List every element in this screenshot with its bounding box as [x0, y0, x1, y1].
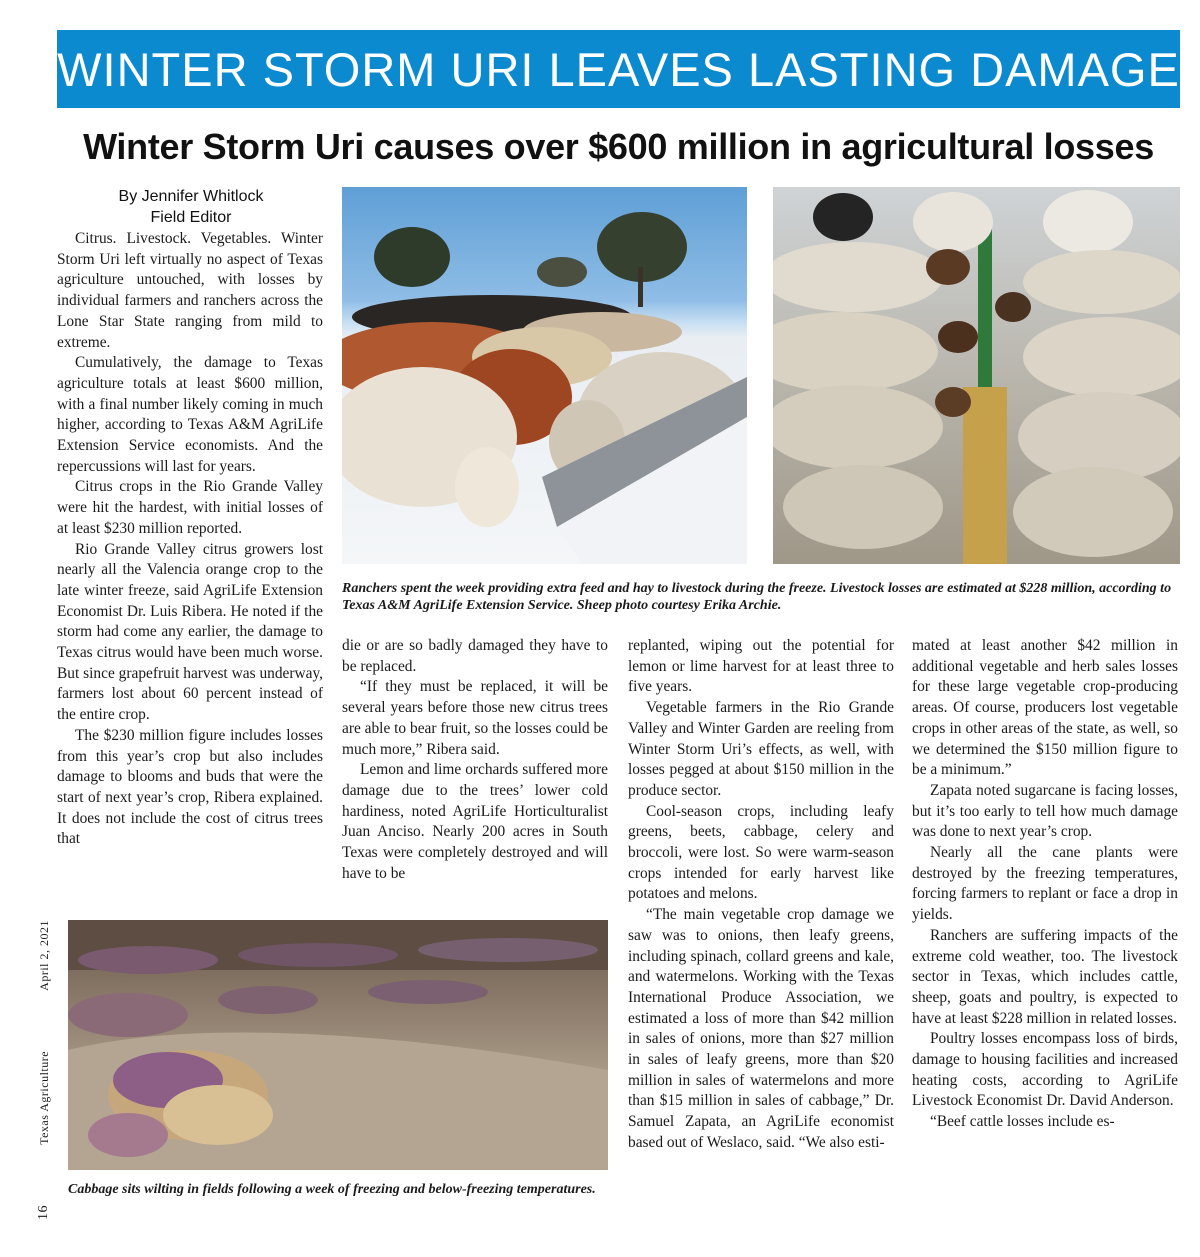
paragraph: “If they must be replaced, it will be several years before those new citrus trees are able to bear fruit, so the losses could be much more,” Ribera said. [342, 678, 608, 758]
paragraph: Cool-season crops, including leafy greens, beets, cabbage, celery and broccoli, were lost. So were warm-season crops intended for early harvest like potatoes and melons. [628, 802, 894, 903]
paragraph: Zapata noted sugarcane is facing losses, but it’s too early to tell how much damage was done to next year’s crop. [912, 781, 1178, 841]
cattle-feeding-photo [342, 187, 747, 564]
paragraph: Lemon and lime orchards suffered more damage due to the trees’ lower cold hardiness, noted AgriLife Horticulturalist Juan Anciso. Nearly 200 acres in South Texas were completely destroyed and will have to be [342, 761, 608, 882]
article-column-1 [57, 229, 323, 850]
page-number: 16 [36, 1205, 51, 1220]
article-column-4 [912, 636, 1178, 1133]
paragraph: Vegetable farmers in the Rio Grande Valley and Winter Garden are reeling from Winter Storm Uri’s effects, as well, with losses pegged at about $150 million in the produce sector. [628, 699, 894, 799]
section-banner [57, 30, 1180, 108]
paragraph: Citrus crops in the Rio Grande Valley were hit the hardest, with initial losses of at least $230 million reported. [57, 478, 323, 537]
page-folio [24, 920, 64, 1220]
cabbage-field-photo [68, 920, 608, 1170]
section-banner-title: WINTER STORM URI LEAVES LASTING DAMAGE [57, 42, 1180, 96]
article-column-2 [342, 636, 608, 884]
article-headline: Winter Storm Uri causes over $600 million in agricultural losses [83, 126, 1154, 167]
paragraph: “The main vegetable crop damage we saw was to onions, then leafy greens, including spinach, collard greens and kale, and watermelons. Working with the Texas International Produce Association, we estimated a loss of more than $42 million in sales of onions, more than $27 million in sales of leafy greens, more than $20 million in sales of watermelons and more than $15 million in sales of cabbage,” Dr. Samuel Zapata, an AgriLife economist based out of Weslaco, said. “We also esti- [628, 906, 894, 1151]
paragraph: The $230 million figure includes losses from this year’s crop but also includes damage to blooms and buds that were the start of next year’s crop, Ribera explained. It does not include the cost of citrus trees that [57, 726, 323, 848]
sheep-feeding-photo [773, 187, 1180, 564]
publication-name: Texas Agriculture [36, 1050, 51, 1145]
byline-author: By Jennifer Whitlock [118, 188, 264, 205]
byline-role: Field Editor [150, 209, 232, 226]
paragraph: Nearly all the cane plants were destroyed by the freezing temperatures, forcing farmers to replant or face a drop in yields. [912, 844, 1178, 924]
paragraph: “Beef cattle losses include es- [930, 1113, 1115, 1131]
paragraph: Citrus. Livestock. Vegetables. Winter Storm Uri left virtually no aspect of Texas agriculture untouched, with losses by individual farmers and ranchers across the Lone Star State ranging from mild to extreme. [57, 230, 323, 351]
cabbage-photo-illustration [68, 920, 608, 1170]
paragraph: Poultry losses encompass loss of birds, damage to housing facilities and increased heating costs, according to AgriLife Livestock Economist Dr. David Anderson. [912, 1030, 1178, 1110]
sheep-photo-illustration [773, 187, 1180, 564]
article-column-3 [628, 636, 894, 1154]
cattle-photo-illustration [342, 187, 747, 564]
photo-caption-cabbage: Cabbage sits wilting in fields following a week of freezing and below-freezing temperatures. [68, 1182, 596, 1197]
paragraph: replanted, wiping out the potential for lemon or lime harvest for at least three to five years. [628, 637, 894, 696]
paragraph: mated at least another $42 million in additional vegetable and herb sales losses for these large vegetable crop-producing areas. Of course, producers lost vegetable crops in other areas of the state, as well, so we determined the $150 million figure to be a minimum.” [912, 637, 1178, 779]
paragraph: Cumulatively, the damage to Texas agriculture totals at least $600 million, with a final number likely coming in much higher, according to Texas A&M AgriLife Extension Service economists. And the repercussions will last for years. [57, 354, 323, 475]
paragraph: die or are so badly damaged they have to be replaced. [342, 637, 608, 675]
paragraph: Rio Grande Valley citrus growers lost nearly all the Valencia orange crop to the late winter freeze, said AgriLife Extension Economist Dr. Luis Ribera. He noted if the storm had come any earlier, the damage to Texas citrus would have been much worse. But since grapefruit harvest was underway, farmers lost about 60 percent instead of the entire crop. [57, 540, 323, 724]
issue-date: April 2, 2021 [36, 920, 51, 991]
byline [60, 186, 322, 228]
paragraph: Ranchers are suffering impacts of the extreme cold weather, too. The livestock sector in Texas, which includes cattle, sheep, goats and poultry, is expected to have at least $228 million in related losses. [912, 926, 1178, 1027]
photo-caption-livestock: Ranchers spent the week providing extra feed and hay to livestock during the freeze. Livestock losses are estimated at $228 million, according to Texas A&M AgriLife Extension Service. Sheep photo courtesy Erika Archie. [342, 581, 1172, 613]
